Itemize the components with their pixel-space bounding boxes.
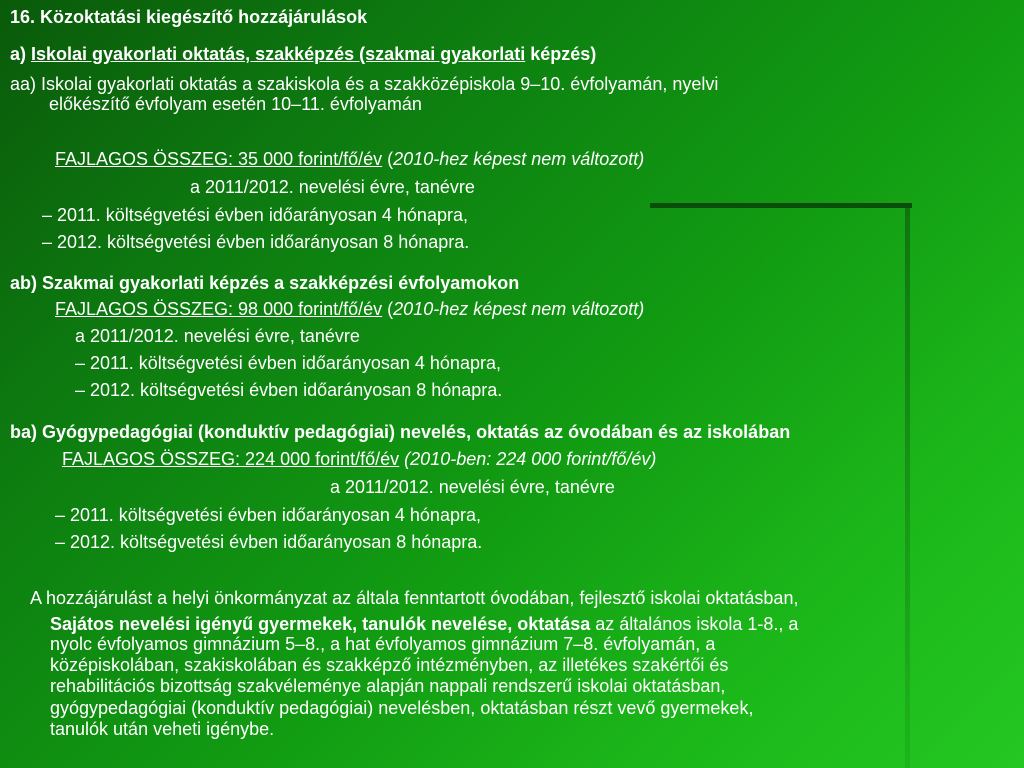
aa-amount-note: 2010-hez képest nem változott) [393, 149, 645, 169]
aa-line-2: előkészítő évfolyam esetén 10–11. évfolyamán [49, 94, 422, 114]
aa-amount-paren: ( [382, 149, 394, 169]
footer-line-5: rehabilitációs bizottság szakvéleménye alapján nappali rendszerű iskolai oktatásban, [50, 676, 726, 696]
ab-amount-paren: ( [382, 299, 394, 319]
aa-amount-label: FAJLAGOS ÖSSZEG: 35 000 forint/fő/év [55, 149, 383, 169]
footer-line-7: tanulók után veheti igénybe. [50, 719, 275, 739]
ba-item-2: – 2012. költségvetési évben időarányosan 8 hónapra. [55, 532, 483, 552]
ab-year: a 2011/2012. nevelési évre, tanévre [75, 326, 360, 346]
ba-amount-note: (2010-ben: 224 000 forint/fő/év) [399, 449, 657, 469]
footer-line-1: A hozzájárulást a helyi önkormányzat az általa fenntartott óvodában, fejlesztő iskolai oktatásban, [30, 588, 799, 608]
aa-item-2: – 2012. költségvetési évben időarányosan 8 hónapra. [42, 232, 470, 252]
ab-amount-note: 2010-hez képest nem változott) [393, 299, 645, 319]
footer-line-6: gyógypedagógiai (konduktív pedagógiai) nevelésben, oktatásban részt vevő gyermekek, [50, 698, 754, 718]
footer-line-2-rest: az általános iskola 1-8., a [590, 614, 799, 634]
section-title: 16. Közoktatási kiegészítő hozzájárulások [10, 7, 368, 27]
decorative-bar [650, 203, 912, 208]
ba-year: a 2011/2012. nevelési évre, tanévre [330, 477, 615, 497]
heading-a-prefix: a) [10, 44, 32, 64]
heading-a-underlined: Iskolai gyakorlati oktatás, szakképzés (szakmai gyakorlati [31, 44, 526, 64]
ab-item-2: – 2012. költségvetési évben időarányosan 8 hónapra. [75, 380, 503, 400]
ba-item-1: – 2011. költségvetési évben időarányosan 4 hónapra, [55, 505, 481, 525]
ba-amount [62, 449, 656, 469]
aa-amount [55, 149, 644, 169]
decorative-vertical-line [905, 203, 910, 768]
footer-line-3: nyolc évfolyamos gimnázium 5–8., a hat évfolyamos gimnázium 7–8. évfolyamán, a [50, 634, 716, 654]
ba-amount-label: FAJLAGOS ÖSSZEG: 224 000 forint/fő/év [62, 449, 400, 469]
aa-line-1: aa) Iskolai gyakorlati oktatás a szakiskola és a szakközépiskola 9–10. évfolyamán, nyelvi [10, 74, 719, 94]
ab-title: ab) Szakmai gyakorlati képzés a szakképzési évfolyamokon [10, 273, 520, 293]
ab-amount [55, 299, 644, 319]
heading-a-rest: képzés) [525, 44, 597, 64]
ab-item-1: – 2011. költségvetési évben időarányosan 4 hónapra, [75, 353, 501, 373]
footer-bold-part: Sajátos nevelési igényű gyermekek, tanulók nevelése, oktatása [50, 614, 591, 634]
ab-amount-label: FAJLAGOS ÖSSZEG: 98 000 forint/fő/év [55, 299, 383, 319]
ba-title: ba) Gyógypedagógiai (konduktív pedagógiai) nevelés, oktatás az óvodában és az iskolában [10, 422, 791, 442]
heading-a [10, 44, 596, 64]
footer-line-2 [50, 614, 798, 634]
footer-line-4: középiskolában, szakiskolában és szakképző intézményben, az illetékes szakértői és [50, 655, 729, 675]
aa-year: a 2011/2012. nevelési évre, tanévre [190, 177, 475, 197]
aa-item-1: – 2011. költségvetési évben időarányosan 4 hónapra, [42, 205, 468, 225]
